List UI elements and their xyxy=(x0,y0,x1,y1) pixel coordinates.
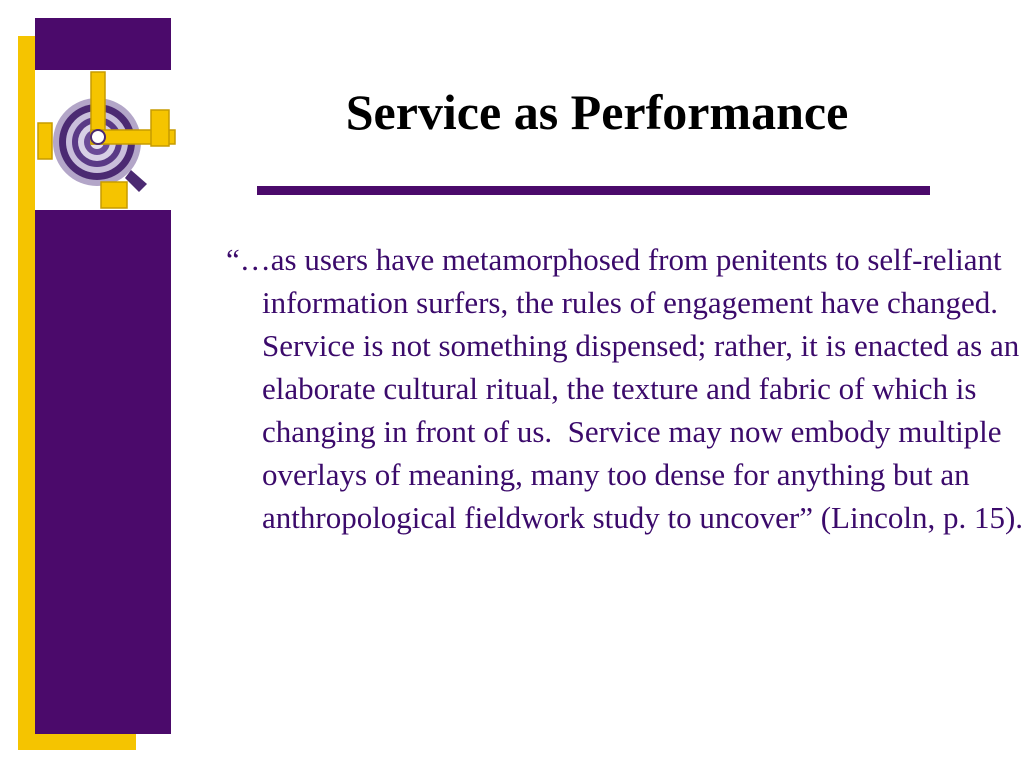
clock-cross-logo-icon xyxy=(35,70,171,210)
quote-text: “…as users have metamorphosed from penitents to self-reliant information surfers, the rules of engagement have changed. Service is not something dispensed; rather, it is enacted as an elaborate cultural ritual, the texture and fabric of which is changing in front of us. Service may now embody multiple overlays of meaning, many too dense for anything but an anthropological fieldwork study to uncover” (Lincoln, p. 15). xyxy=(226,242,1027,535)
logo xyxy=(35,70,171,210)
title-divider xyxy=(257,186,930,195)
slide-title: Service as Performance xyxy=(345,84,849,140)
